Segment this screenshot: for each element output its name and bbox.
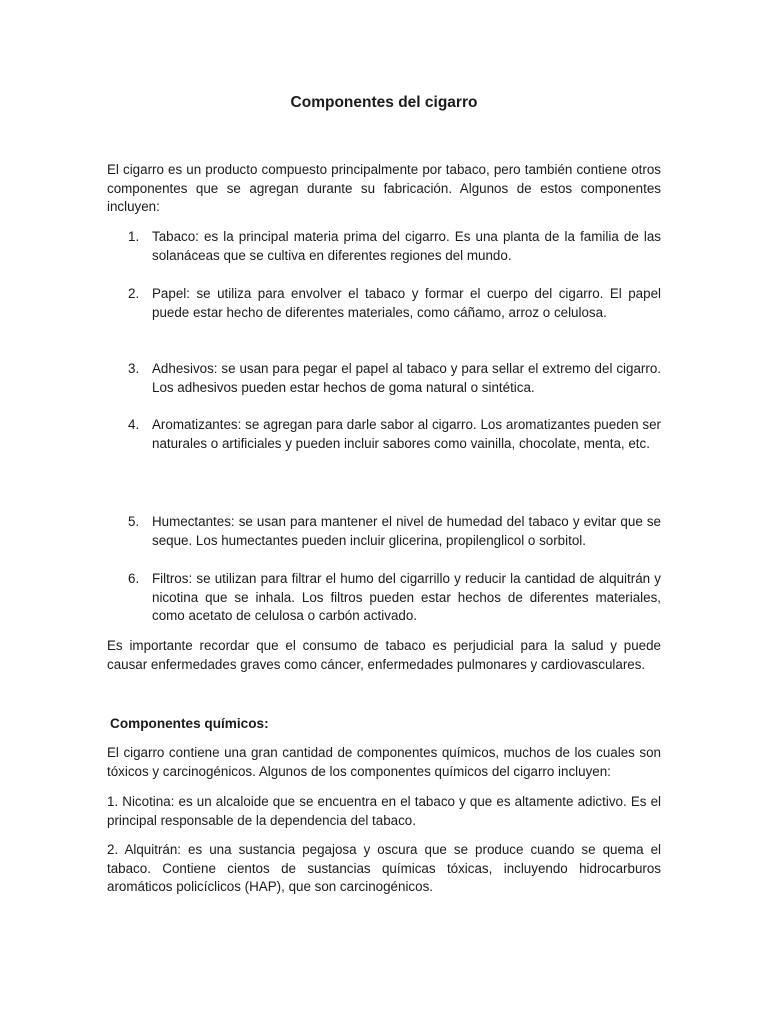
intro-paragraph: El cigarro es un producto compuesto principalmente por tabaco, pero también contiene otros componentes que se agregan durante su fabricación. Algunos de estos componentes incluyen:	[107, 162, 661, 214]
list-item	[128, 228, 661, 265]
chemical-item: 2. Alquitrán: es una sustancia pegajosa y oscura que se produce cuando se quema el tabaco. Contiene cientos de sustancias químicas tóxicas, incluyendo hidrocarburos aromáticos policíclicos (HAP), que son carcinogénicos.	[107, 842, 661, 894]
list-item-number: 3.	[128, 361, 140, 376]
chemicals-intro-paragraph: El cigarro contiene una gran cantidad de componentes químicos, muchos de los cuales son tóxicos y carcinogénicos. Algunos de los componentes químicos del cigarro incluyen:	[107, 745, 661, 779]
list-item-text: Adhesivos: se usan para pegar el papel al tabaco y para sellar el extremo del cigarro. Los adhesivos pueden estar hechos de goma natural o sintética.	[152, 361, 661, 395]
list-item-number: 2.	[128, 286, 140, 301]
list-item-text: Humectantes: se usan para mantener el nivel de humedad del tabaco y evitar que se seque. Los humectantes pueden incluir glicerina, propilenglicol o sorbitol.	[152, 514, 661, 548]
list-item-number: 1.	[128, 229, 140, 244]
list-item-text: Filtros: se utilizan para filtrar el humo del cigarrillo y reducir la cantidad de alquitrán y nicotina que se inhala. Los filtros pueden estar hechos de diferentes materiales, como acetato de celulosa o carbón activado.	[152, 571, 661, 623]
health-warning-paragraph: Es importante recordar que el consumo de tabaco es perjudicial para la salud y puede causar enfermedades graves como cáncer, enfermedades pulmonares y cardiovasculares.	[107, 638, 661, 672]
list-item	[128, 285, 661, 322]
chemical-item: 1. Nicotina: es un alcaloide que se encuentra en el tabaco y que es altamente adictivo. Es el principal responsable de la dependencia del tabaco.	[107, 794, 661, 828]
list-item-text: Tabaco: es la principal materia prima del cigarro. Es una planta de la familia de las solanáceas que se cultiva en diferentes regiones del mundo.	[152, 229, 661, 263]
list-item-number: 4.	[128, 417, 140, 432]
list-item-text: Papel: se utiliza para envolver el tabaco y formar el cuerpo del cigarro. El papel puede estar hecho de diferentes materiales, como cáñamo, arroz o celulosa.	[152, 286, 661, 320]
list-item-number: 5.	[128, 514, 140, 529]
list-item-text: Aromatizantes: se agregan para darle sabor al cigarro. Los aromatizantes pueden ser naturales o artificiales y pueden incluir sabores como vainilla, chocolate, menta, etc.	[152, 417, 661, 451]
list-item	[128, 416, 661, 453]
list-item	[128, 570, 661, 626]
document-title: Componentes del cigarro	[290, 94, 478, 111]
list-item-number: 6.	[128, 571, 140, 586]
list-item	[128, 513, 661, 550]
chemicals-heading: Componentes químicos:	[110, 716, 269, 731]
list-item	[128, 360, 661, 397]
